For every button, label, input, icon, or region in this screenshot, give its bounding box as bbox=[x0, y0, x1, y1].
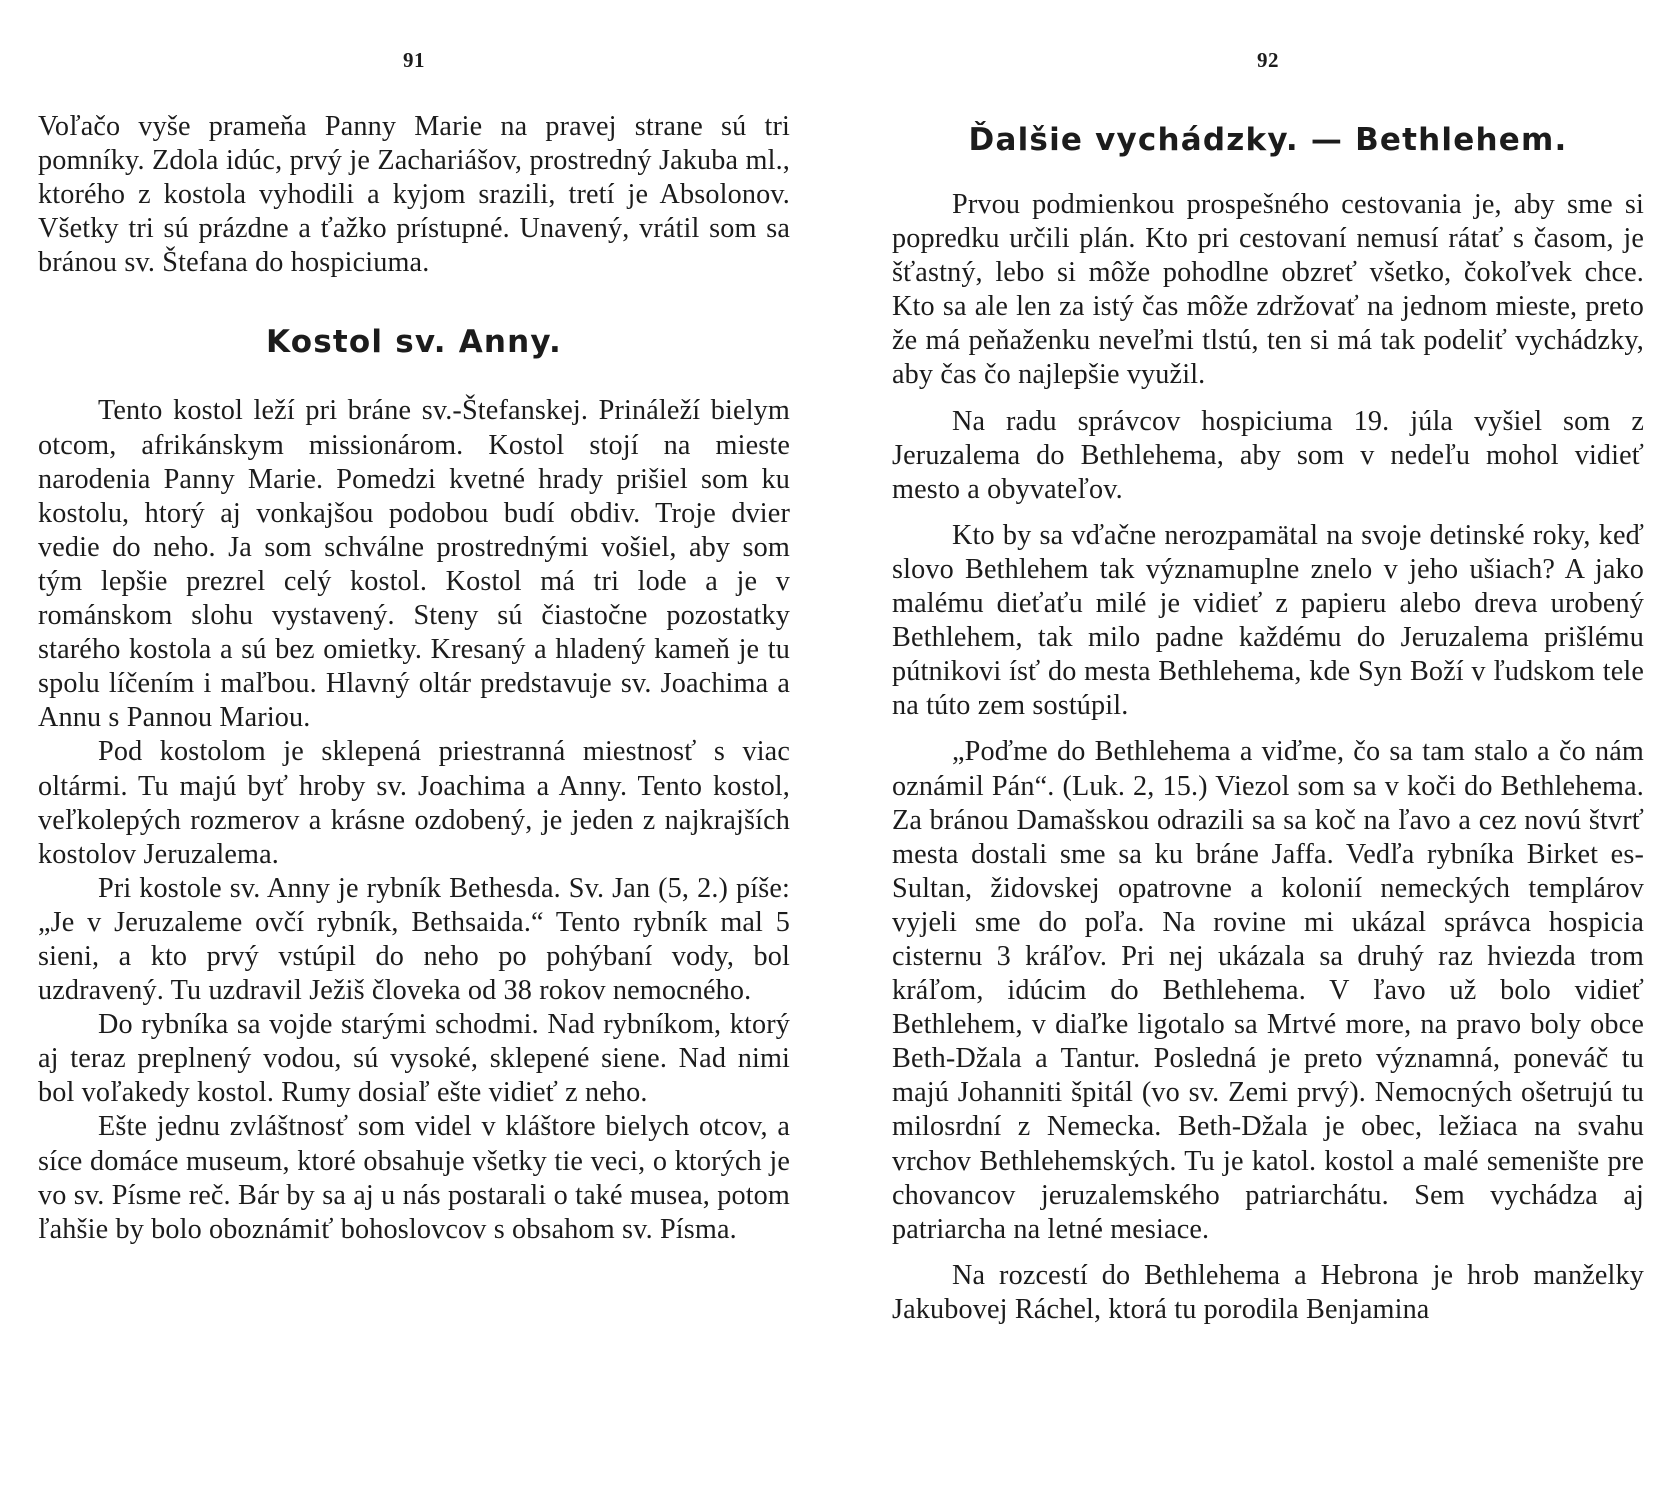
right-page-content bbox=[892, 122, 1644, 1327]
paragraph: Tento kostol leží pri bráne sv.-Štefanskej. Prináleží bielym otcom, afrikánskym missionárom. Kostol stojí na mieste narodenia Panny Marie. Pomedzi kvetné hrady prišiel som ku kostolu, htorý aj vonkajšou podobou budí obdiv. Troje dvier vedie do neho. Ja som schválne prostrednými vošiel, aby som tým lepšie prezrel celý kostol. Kostol má tri lode a je v románskom slohu vystavený. Steny sú čiastočne pozostatky starého kostola a sú bez omietky. Kresaný a hladený kameň je tu spolu líčením i maľbou. Hlavný oltár predstavuje sv. Joachima a Annu s Pannou Mariou. bbox=[38, 395, 790, 734]
intro-paragraph: Voľačo vyše prameňa Panny Marie na pravej strane sú tri pomníky. Zdola idúc, prvý je Zachariášov, prostredný Jakuba ml., ktorého z kostola vyhodili a kyjom srazili, tretí je Absolonov. Všetky tri sú prázdne a ťažko prístupné. Unavený, vrátil som sa bránou sv. Štefana do hospiciuma. bbox=[38, 111, 790, 279]
left-page bbox=[38, 0, 790, 1500]
left-page-content bbox=[38, 110, 790, 1247]
paragraph: Kto by sa vďačne nerozpamätal na svoje detinské roky, keď slovo Bethlehem tak významuplne znelo v jeho ušiach? A jako malému dieťaťu milé je vidieť z papieru alebo dreva urobený Bethlehem, tak milo padne každému do Jeruzalema prišlému pútnikovi ísť do mesta Bethlehema, kde Syn Boží v ľudskom tele na túto zem sostúpil. bbox=[892, 519, 1644, 722]
page-number-right: 92 bbox=[1257, 48, 1279, 72]
paragraph: Pri kostole sv. Anny je rybník Bethesda. Sv. Jan (5, 2.) píše: „Je v Jeruzaleme ovčí rybník, Bethsaida.“ Tento rybník mal 5 sieni, a kto prvý vstúpil do neho po pohýbaní vody, bol uzdravený. Tu uzdravil Ježiš človeka od 38 rokov nemocného. bbox=[38, 872, 790, 1007]
paragraph: Na rozcestí do Bethlehema a Hebrona je hrob manželky Jakubovej Ráchel, ktorá tu porodila Benjamina bbox=[892, 1259, 1644, 1325]
right-page bbox=[892, 0, 1644, 1500]
paragraph: Na radu správcov hospiciuma 19. júla vyšiel som z Jeruzalema do Bethlehema, aby som v nedeľu mohol vidieť mesto a obyvateľov. bbox=[892, 405, 1644, 505]
page-number-left: 91 bbox=[403, 48, 425, 72]
paragraph: Pod kostolom je sklepená priestranná miestnosť s viac oltármi. Tu majú byť hroby sv. Joachima a Anny. Tento kostol, veľkolepých rozmerov a krásne ozdobený, je jeden z najkrajších kostolov Jeruzalema. bbox=[38, 736, 790, 870]
section-heading-left: Kostol sv. Anny. bbox=[266, 324, 562, 361]
paragraph: Ešte jednu zvláštnosť som videl v kláštore bielych otcov, a síce domáce museum, ktoré obsahuje všetky tie veci, o ktorých je vo sv. Písme reč. Bár by sa aj u nás postarali o také musea, potom ľahšie by bolo oboznámiť bohoslovcov s obsahom sv. Písma. bbox=[38, 1111, 790, 1245]
section-heading-right: Ďalšie vychádzky. — Bethlehem. bbox=[968, 122, 1568, 158]
paragraph: „Poďme do Bethlehema a viďme, čo sa tam stalo a čo nám oznámil Pán“. (Luk. 2, 15.) Viezol som sa v koči do Bethlehema. Za bránou Damašskou odrazili sa sa koč na ľavo a cez novú štvrť mesta dostali sme sa ku bráne Jaffa. Vedľa rybníka Birket es-Sultan, židovskej opatrovne a kolonií nemeckých templárov vyjeli sme do poľa. Na rovine mi ukázal správca hospicia cisternu 3 kráľov. Pri nej ukázala sa druhý raz hviezda trom kráľom, idúcim do Bethlehema. V ľavo už bolo vidieť Bethlehem, v diaľke ligotalo sa Mrtvé more, na pravo boly obce Beth-Džala a Tantur. Posledná je preto významná, poneváč tu majú Johanniti špitál (vo sv. Zemi prvý). Nemocných ošetrujú tu milosrdní z Nemecka. Beth-Džala je obec, ležiaca na svahu vrchov Bethlehemských. Tu je katol. kostol a malé semenište pre chovancov jeruzalemského patriarchátu. Sem vychádza aj patriarcha na letné mesiace. bbox=[892, 736, 1644, 1245]
paragraph: Prvou podmienkou prospešného cestovania je, aby sme si popredku určili plán. Kto pri cestovaní nemusí rátať s časom, je šťastný, lebo si môže pohodlne obzreť všetko, čokoľvek chce. Kto sa ale len za istý čas môže zdržovať na jednom mieste, preto že má peňaženku neveľmi tlstú, ten si má tak podeliť vychádzky, aby čas čo najlepšie využil. bbox=[892, 189, 1644, 391]
paragraph: Do rybníka sa vojde starými schodmi. Nad rybníkom, ktorý aj teraz preplnený vodou, sú vysoké, sklepené siene. Nad nimi bol voľakedy kostol. Rumy dosiaľ ešte vidieť z neho. bbox=[38, 1009, 790, 1109]
